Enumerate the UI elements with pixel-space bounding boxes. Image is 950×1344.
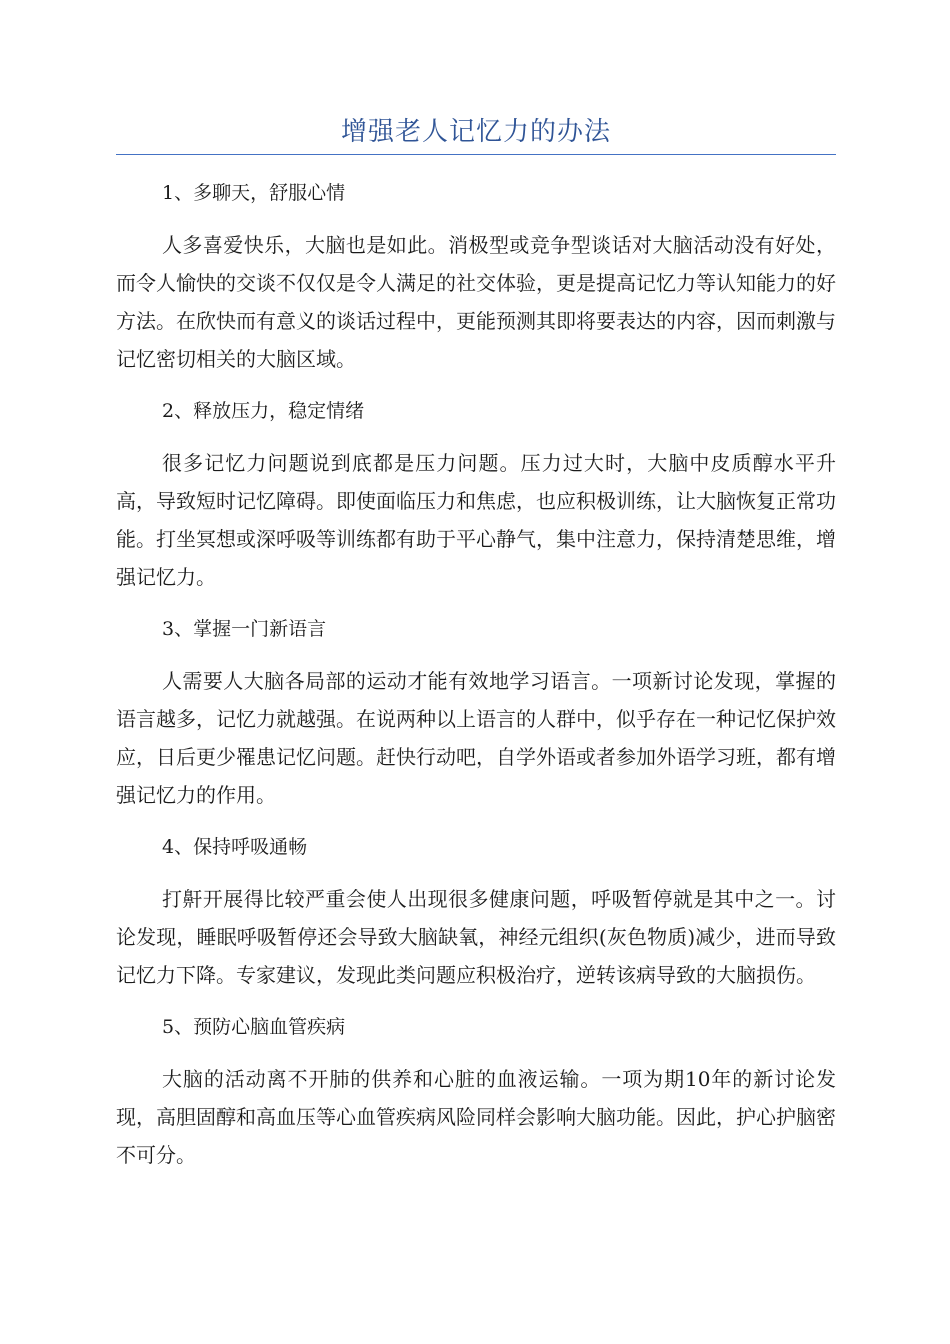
section-paragraph-5: 大脑的活动离不开肺的供养和心脏的血液运输。一项为期10年的新讨论发现，高胆固醇和高血压等心血管疾病风险同样会影响大脑功能。因此，护心护脑密不可分。	[116, 1067, 836, 1167]
section-paragraph-2: 很多记忆力问题说到底都是压力问题。压力过大时，大脑中皮质醇水平升高，导致短时记忆障碍。即使面临压力和焦虑，也应积极训练，让大脑恢复正常功能。打坐冥想或深呼吸等训练都有助于平心静气，集中注意力，保持清楚思维，增强记忆力。	[116, 451, 836, 589]
section-heading-4: 4、保持呼吸通畅	[162, 836, 308, 858]
section-paragraph-4: 打鼾开展得比较严重会使人出现很多健康问题，呼吸暂停就是其中之一。讨论发现，睡眠呼吸暂停还会导致大脑缺氧，神经元组织(灰色物质)减少，进而导致记忆力下降。专家建议，发现此类问题应积极治疗，逆转该病导致的大脑损伤。	[116, 887, 836, 987]
section-heading-3: 3、掌握一门新语言	[162, 618, 327, 640]
section-heading-1: 1、多聊天，舒服心情	[162, 182, 346, 204]
section-heading-5: 5、预防心脑血管疾病	[162, 1016, 346, 1038]
document-body	[116, 174, 836, 1188]
section-paragraph-3: 人需要人大脑各局部的运动才能有效地学习语言。一项新讨论发现，掌握的语言越多，记忆力就越强。在说两种以上语言的人群中，似乎存在一种记忆保护效应，日后更少罹患记忆问题。赶快行动吧，自学外语或者参加外语学习班，都有增强记忆力的作用。	[116, 669, 836, 807]
section-paragraph-1: 人多喜爱快乐，大脑也是如此。消极型或竞争型谈话对大脑活动没有好处，而令人愉快的交谈不仅仅是令人满足的社交体验，更是提高记忆力等认知能力的好方法。在欣快而有意义的谈话过程中，更能预测其即将要表达的内容，因而刺激与记忆密切相关的大脑区域。	[116, 233, 836, 371]
section-heading-2: 2、释放压力，稳定情绪	[162, 400, 365, 422]
title-underline	[116, 154, 836, 155]
document-title: 增强老人记忆力的办法	[340, 117, 611, 147]
